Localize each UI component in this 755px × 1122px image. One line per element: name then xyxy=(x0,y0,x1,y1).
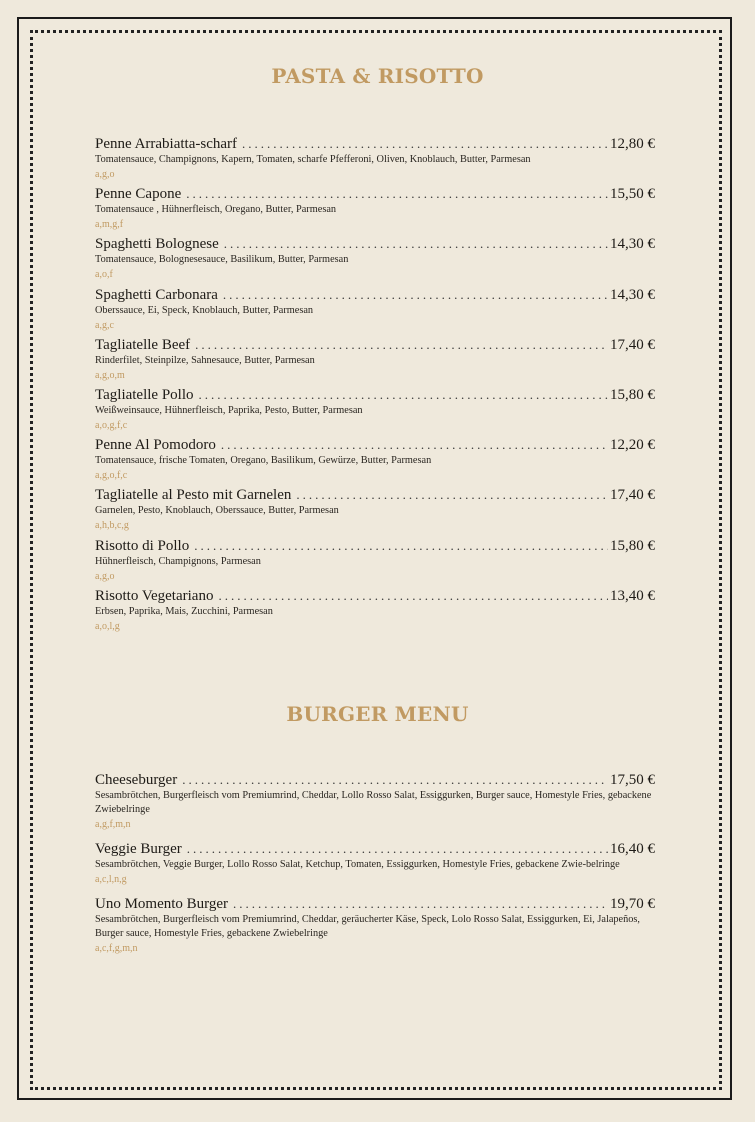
menu-item-description: Tomatensauce, Bolognesesauce, Basilikum, Butter, Parmesan xyxy=(95,254,349,266)
menu-item xyxy=(95,587,655,637)
dot-leader xyxy=(218,587,608,605)
menu-item-price: 12,80 € xyxy=(610,136,655,152)
menu-item xyxy=(95,486,655,536)
menu-item-heading xyxy=(95,235,655,253)
menu-item-name: Penne Capone xyxy=(95,186,182,203)
menu-item-allergens: a,c,f,g,m,n xyxy=(95,943,138,954)
menu-item xyxy=(95,386,655,436)
menu-item-description: Tomatensauce, frische Tomaten, Oregano, Basilikum, Gewürze, Butter, Parmesan xyxy=(95,455,432,467)
menu-item xyxy=(95,436,655,486)
menu-item xyxy=(95,185,655,235)
menu-item xyxy=(95,235,655,285)
menu-item-heading xyxy=(95,286,655,304)
pasta-item-list xyxy=(95,135,655,637)
menu-item xyxy=(95,840,655,887)
menu-item-name: Veggie Burger xyxy=(95,841,182,857)
menu-item-description: Hühnerfleisch, Champignons, Parmesan xyxy=(95,555,261,567)
menu-item xyxy=(95,771,655,832)
menu-item-description: Tomatensauce, Champignons, Kapern, Tomaten, scharfe Pfefferoni, Oliven, Knoblauch, Butter, Parmesan xyxy=(95,154,531,165)
dot-leader xyxy=(296,486,608,504)
dot-leader xyxy=(182,771,608,789)
menu-item-allergens: a,g,o xyxy=(95,169,115,180)
pasta-section-title: PASTA & RISOTTO xyxy=(271,64,484,88)
menu-item-allergens: a,o,g,f,c xyxy=(95,419,128,431)
menu-item xyxy=(95,135,655,185)
menu-item xyxy=(95,895,655,956)
menu-item-allergens: a,m,g,f xyxy=(95,219,124,231)
menu-item-heading xyxy=(95,336,655,354)
menu-item-heading xyxy=(95,895,655,913)
menu-item-price: 16,40 € xyxy=(610,841,655,857)
menu-item-heading xyxy=(95,486,655,504)
menu-item-name: Risotto Vegetariano xyxy=(95,587,214,604)
menu-item-allergens: a,o,f xyxy=(95,269,113,281)
dot-leader xyxy=(199,386,608,404)
menu-item-name: Tagliatelle al Pesto mit Garnelen xyxy=(95,487,292,504)
menu-item-description: Weißweinsauce, Hühnerfleisch, Paprika, Pesto, Butter, Parmesan xyxy=(95,404,363,416)
dot-leader xyxy=(224,235,608,253)
menu-item-allergens: a,g,o,f,c xyxy=(95,470,128,482)
menu-item-description: Oberssauce, Ei, Speck, Knoblauch, Butter, Parmesan xyxy=(95,304,314,316)
burger-section-title: BURGER MENU xyxy=(286,702,469,726)
menu-item-allergens: a,c,l,n,g xyxy=(95,874,127,885)
dot-leader xyxy=(233,895,608,913)
dot-leader xyxy=(195,336,608,354)
menu-item-heading xyxy=(95,840,655,858)
menu-item-price: 14,30 € xyxy=(610,236,655,253)
menu-item-allergens: a,g,o xyxy=(95,570,115,582)
menu-item-description: Erbsen, Paprika, Mais, Zucchini, Parmesan xyxy=(95,605,273,617)
menu-item-allergens: a,g,o,m xyxy=(95,369,125,381)
menu-item-allergens: a,h,b,c,g xyxy=(95,520,129,532)
menu-item-price: 12,20 € xyxy=(610,437,655,454)
menu-item-description: Sesambrötchen, Burgerfleisch vom Premiumrind, Cheddar, geräucherter Käse, Speck, Lolo Rosso Salat, Essiggurken, Ei, Jalapeños, Burger sauce, Homestyle Fries, gebackene Zwiebelringe xyxy=(95,914,641,939)
menu-item-price: 17,50 € xyxy=(610,772,655,788)
menu-item xyxy=(95,286,655,336)
menu-item-price: 17,40 € xyxy=(610,487,655,504)
menu-item-heading xyxy=(95,185,655,203)
menu-item-heading xyxy=(95,436,655,454)
menu-item-allergens: a,g,f,m,n xyxy=(95,819,131,830)
menu-item-name: Risotto di Pollo xyxy=(95,537,190,554)
menu-item-price: 13,40 € xyxy=(610,587,655,604)
menu-item-description: Tomatensauce , Hühnerfleisch, Oregano, Butter, Parmesan xyxy=(95,204,337,216)
menu-item-price: 15,50 € xyxy=(610,186,655,203)
burger-item-list xyxy=(95,771,655,964)
menu-item-name: Uno Momento Burger xyxy=(95,896,229,912)
menu-item-description: Sesambrötchen, Veggie Burger, Lollo Rosso Salat, Ketchup, Tomaten, Essiggurken, Homestyle Fries, gebackene Zwie-belringe xyxy=(95,859,620,870)
menu-item-allergens: a,g,c xyxy=(95,319,114,331)
menu-item-price: 19,70 € xyxy=(610,896,655,912)
menu-item-price: 15,80 € xyxy=(610,537,655,554)
menu-item-heading xyxy=(95,771,655,789)
dot-leader xyxy=(223,286,608,304)
menu-item-price: 14,30 € xyxy=(610,286,655,303)
dot-leader xyxy=(242,135,608,153)
menu-item-heading xyxy=(95,537,655,555)
menu-item-heading xyxy=(95,135,655,153)
dot-leader xyxy=(187,840,608,858)
menu-item-name: Penne Al Pomodoro xyxy=(95,437,216,454)
menu-item xyxy=(95,537,655,587)
menu-item-name: Tagliatelle Pollo xyxy=(95,386,194,403)
menu-item-price: 17,40 € xyxy=(610,336,655,353)
menu-item-price: 15,80 € xyxy=(610,386,655,403)
menu-item-name: Spaghetti Bolognese xyxy=(95,236,219,253)
menu-item-description: Garnelen, Pesto, Knoblauch, Oberssauce, Butter, Parmesan xyxy=(95,505,339,517)
menu-item-name: Spaghetti Carbonara xyxy=(95,286,218,303)
menu-item-name: Penne Arrabiatta-scharf xyxy=(95,136,238,152)
dot-leader xyxy=(221,436,608,454)
menu-item-allergens: a,o,l,g xyxy=(95,620,120,632)
menu-item xyxy=(95,336,655,386)
menu-item-heading xyxy=(95,386,655,404)
menu-item-name: Tagliatelle Beef xyxy=(95,336,191,353)
menu-item-description: Sesambrötchen, Burgerfleisch vom Premiumrind, Cheddar, Lollo Rosso Salat, Essiggurken, Burger sauce, Homestyle Fries, gebackene Zwiebelringe xyxy=(95,790,652,815)
menu-item-name: Cheeseburger xyxy=(95,772,178,788)
dot-leader xyxy=(194,537,608,555)
menu-item-heading xyxy=(95,587,655,605)
dot-leader xyxy=(186,185,608,203)
menu-item-description: Rinderfilet, Steinpilze, Sahnesauce, Butter, Parmesan xyxy=(95,354,315,366)
